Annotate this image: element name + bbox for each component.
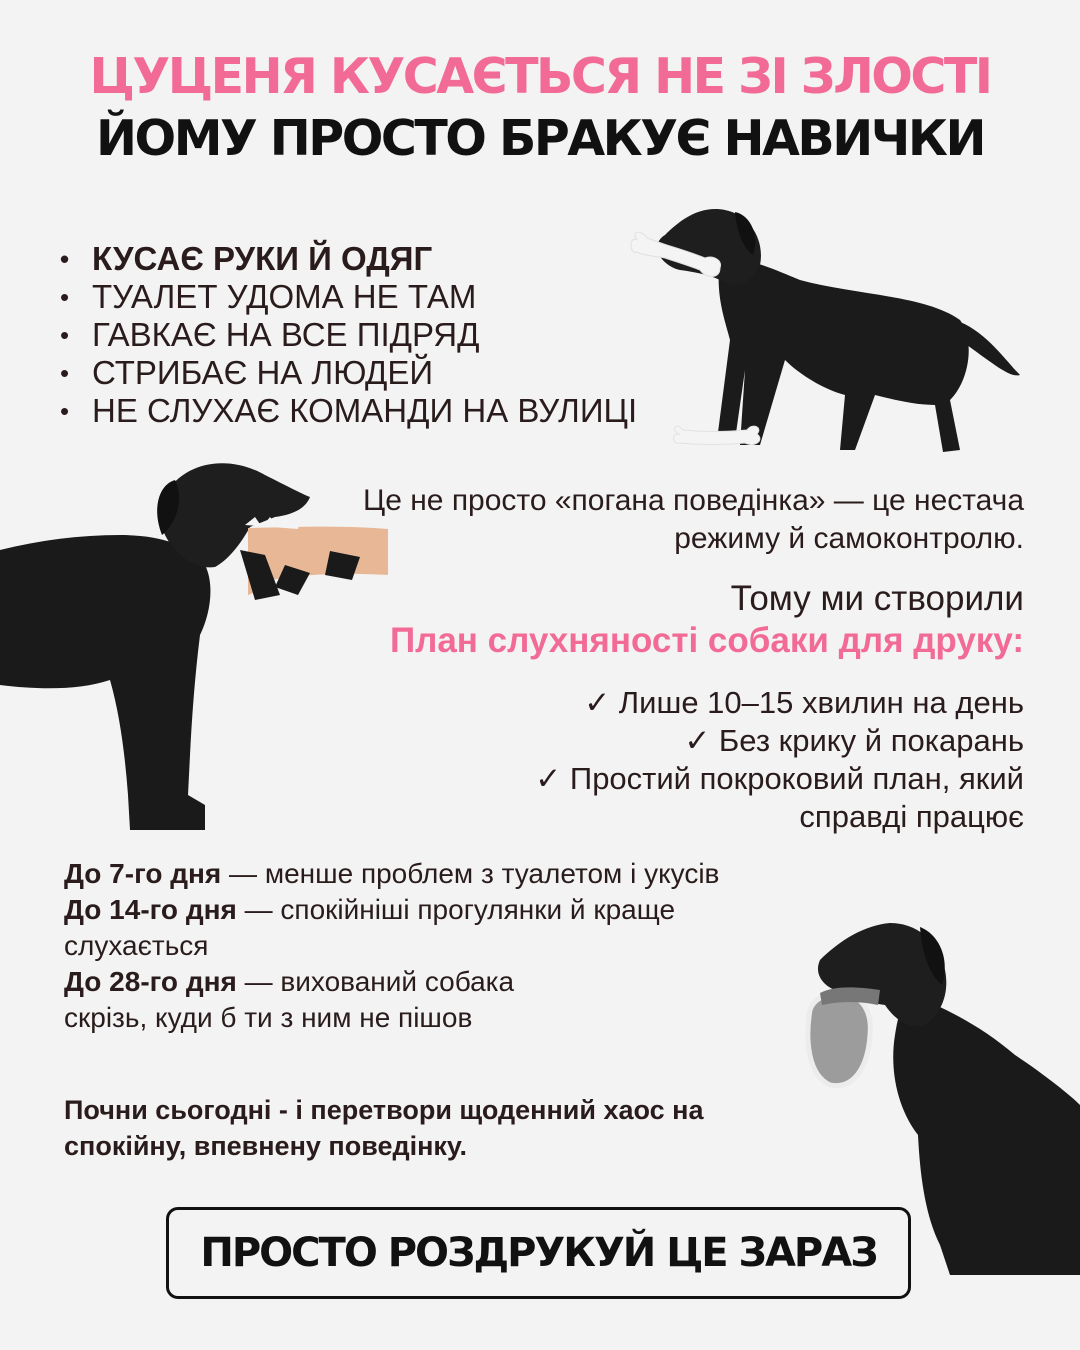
problem-item: • НЕ СЛУХАЄ КОМАНДИ НА ВУЛИЦІ bbox=[60, 392, 637, 430]
dog-biting-arm-illustration bbox=[0, 455, 400, 835]
problem-list bbox=[60, 240, 637, 430]
check-icon: ✓ bbox=[584, 685, 611, 720]
problem-item: • СТРИБАЄ НА ЛЮДЕЙ bbox=[60, 354, 637, 392]
headline-line-1: ЦУЦЕНЯ КУСАЄТЬСЯ НЕ ЗІ ЗЛОСТІ bbox=[89, 48, 991, 105]
problem-item: • ГАВКАЄ НА ВСЕ ПІДРЯД bbox=[60, 316, 637, 354]
intro-text: Тому ми створили bbox=[730, 579, 1024, 618]
benefit-list bbox=[464, 684, 1024, 836]
timeline-item bbox=[64, 856, 744, 892]
call-to-action-text: Почни сьогодні - і перетвори щоденний хаос на спокійну, впевнену поведінку. bbox=[64, 1095, 704, 1161]
print-now-button[interactable]: ПРОСТО РОЗДРУКУЙ ЦЕ ЗАРАЗ bbox=[166, 1207, 911, 1299]
timeline-text: — менше проблем з туалетом і укусів bbox=[221, 858, 720, 889]
timeline bbox=[64, 856, 744, 1036]
problem-item: • ТУАЛЕТ УДОМА НЕ ТАМ bbox=[60, 278, 637, 316]
timeline-text: — вихований собака скрізь, куди б ти з ним не пішов bbox=[64, 966, 515, 1033]
timeline-day: До 14-го дня bbox=[64, 894, 237, 925]
check-icon: ✓ bbox=[684, 723, 711, 758]
timeline-item bbox=[64, 892, 744, 964]
benefit-item: ✓ Без крику й покарань bbox=[684, 723, 1024, 758]
timeline-day: До 7-го дня bbox=[64, 858, 222, 889]
benefit-item: ✓ Простий покроковий план, який справді працює bbox=[535, 761, 1024, 834]
problem-item: • КУСАЄ РУКИ Й ОДЯГ bbox=[60, 240, 637, 278]
dog-with-bone-illustration bbox=[625, 200, 1055, 460]
check-icon: ✓ bbox=[535, 761, 562, 796]
headline-line-2: ЙОМУ ПРОСТО БРАКУЄ НАВИЧКИ bbox=[96, 110, 984, 167]
benefit-item: ✓ Лише 10–15 хвилин на день bbox=[584, 685, 1024, 720]
timeline-item bbox=[64, 964, 604, 1036]
explanation-text: Це не просто «погана поведінка» — це нестача режиму й самоконтролю. bbox=[363, 484, 1024, 555]
plan-title: План слухняності собаки для друку: bbox=[389, 621, 1024, 660]
timeline-day: До 28-го дня bbox=[64, 966, 237, 997]
timeline-text: — спокійніші прогулянки й краще слухається bbox=[64, 894, 676, 961]
